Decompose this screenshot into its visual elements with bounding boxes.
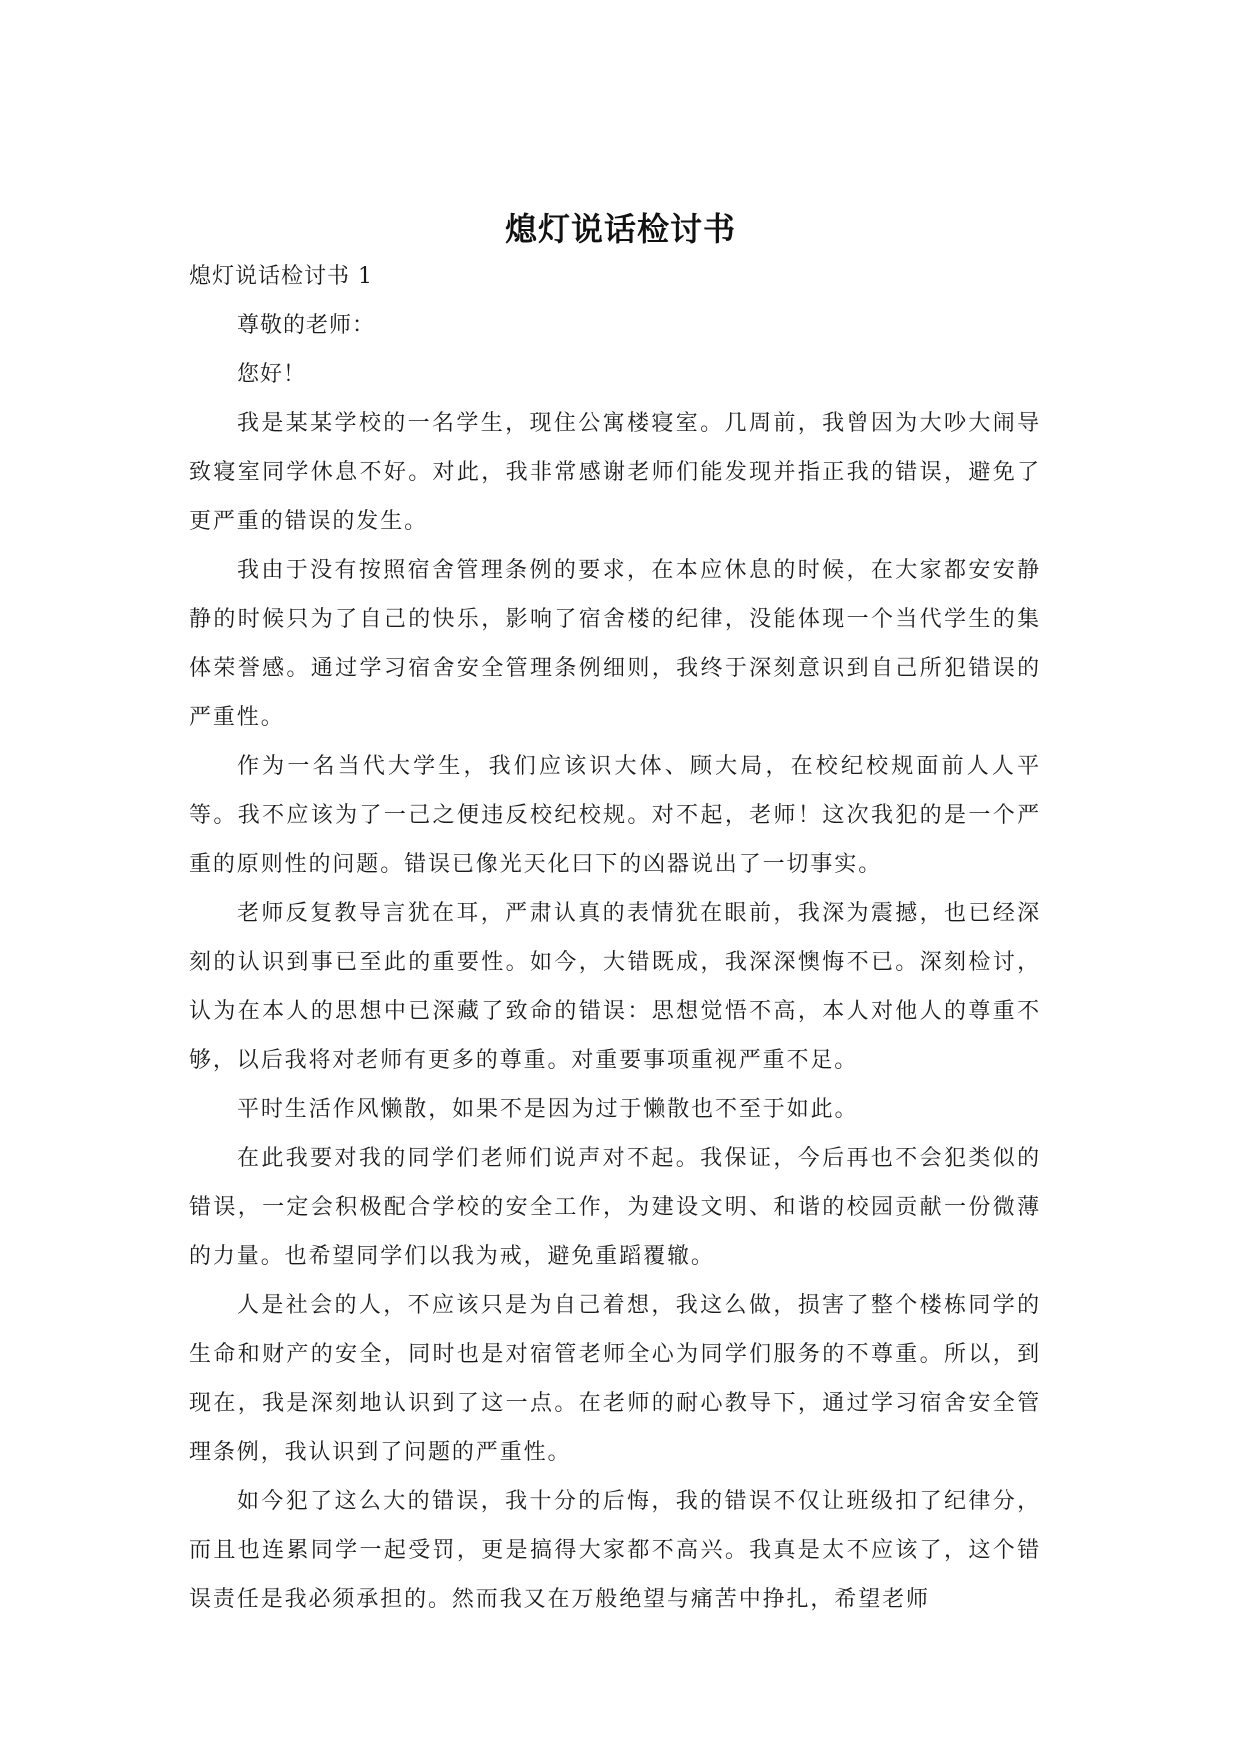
salutation: 尊敬的老师： [237,313,376,338]
paragraph: 我是某某学校的一名学生，现住公寓楼寝室。几周前，我曾因为大吵大闹导致寝室同学休息不好。对此，我非常感谢老师们能发现并指正我的错误，避免了更严重的错误的发生。 [189,411,1041,534]
paragraph: 在此我要对我的同学们老师们说声对不起。我保证，今后再也不会犯类似的错误，一定会积极配合学校的安全工作，为建设文明、和谐的校园贡献一份微薄的力量。也希望同学们以我为戒，避免重蹈覆辙。 [189,1146,1041,1269]
document-body [189,252,1041,1624]
paragraph: 老师反复教导言犹在耳，严肃认真的表情犹在眼前，我深为震撼，也已经深刻的认识到事已至此的重要性。如今，大错既成，我深深懊悔不已。深刻检讨，认为在本人的思想中已深藏了致命的错误：思想觉悟不高，本人对他人的尊重不够，以后我将对老师有更多的尊重。对重要事项重视严重不足。 [189,901,1041,1073]
paragraph: 如今犯了这么大的错误，我十分的后悔，我的错误不仅让班级扣了纪律分，而且也连累同学一起受罚，更是搞得大家都不高兴。我真是太不应该了，这个错误责任是我必须承担的。然而我又在万般绝望与痛苦中挣扎，希望老师 [189,1489,1041,1612]
paragraph: 作为一名当代大学生，我们应该识大体、顾大局，在校纪校规面前人人平等。我不应该为了一己之便违反校纪校规。对不起，老师！这次我犯的是一个严重的原则性的问题。错误已像光天化曰下的凶器说出了一切事实。 [189,754,1041,877]
document-title: 熄灯说话检讨书 [504,210,736,249]
paragraph: 人是社会的人，不应该只是为自己着想，我这么做，损害了整个楼栋同学的生命和财产的安全，同时也是对宿管老师全心为同学们服务的不尊重。所以，到现在，我是深刻地认识到了这一点。在老师的耐心教导下，通过学习宿舍安全管理条例，我认识到了问题的严重性。 [189,1293,1041,1465]
section-heading: 熄灯说话检讨书 1 [189,264,373,289]
greeting: 您好！ [237,362,307,387]
paragraph: 我由于没有按照宿舍管理条例的要求，在本应休息的时候，在大家都安安静静的时候只为了自己的快乐，影响了宿舍楼的纪律，没能体现一个当代学生的集体荣誉感。通过学习宿舍安全管理条例细则，我终于深刻意识到自己所犯错误的严重性。 [189,558,1041,730]
paragraph: 平时生活作风懒散，如果不是因为过于懒散也不至于如此。 [237,1097,859,1122]
